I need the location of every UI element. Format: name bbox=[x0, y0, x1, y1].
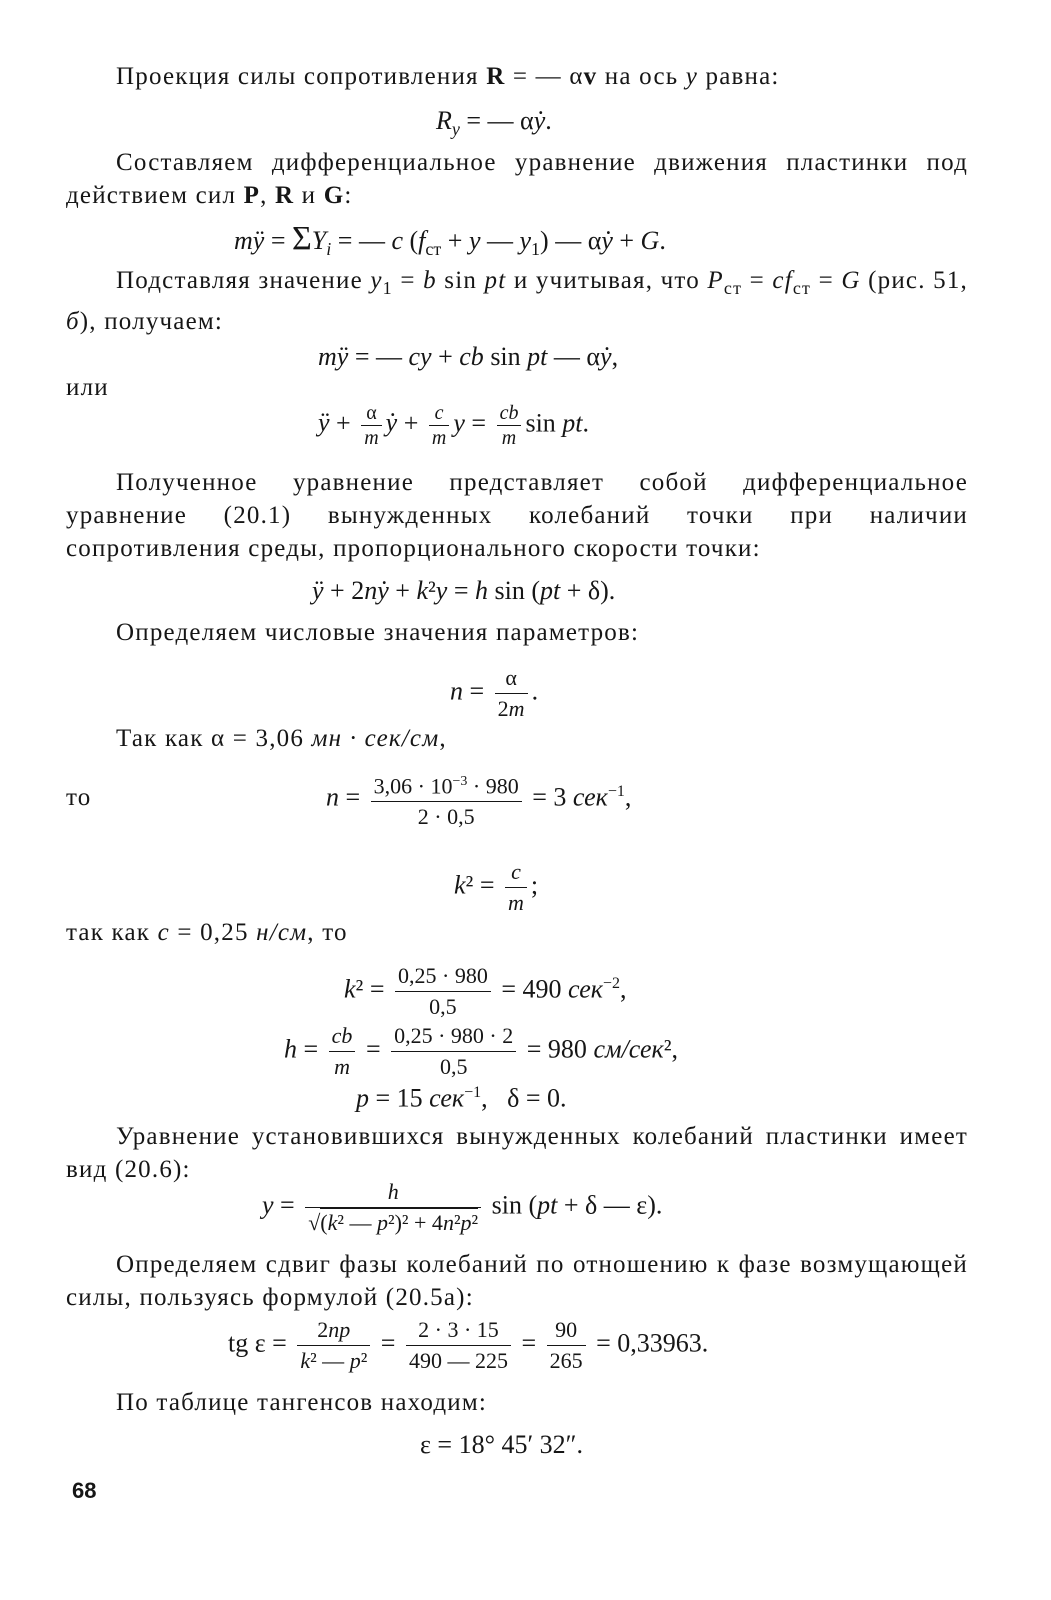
paragraph-parameters: Определяем числовые значения параметров: bbox=[116, 619, 640, 646]
page-number: 68 bbox=[72, 1478, 97, 1503]
paragraph-phase-shift: Определяем сдвиг фазы колебаний по отношению к фазе возмущающей силы, пользуясь формулой (20.5а): bbox=[66, 1251, 968, 1311]
paragraph-c-value: так как c = 0,25 н/см, то bbox=[66, 919, 348, 946]
equation-tan-epsilon: tg ε = $\frac{2np}{\text{k² — p²}}$ = $\frac{2 \cdot 3 \cdot 15}{490 — 225}$ = $\frac{90}{265}$ = 0,33963. bbox=[228, 1317, 709, 1373]
equation-k2-value: k² = $\frac{0,25 \cdot 980}{0,5}$ = 490 сек$^{-2}$, bbox=[344, 963, 627, 1019]
paragraph-tangent-table: По таблице тангенсов находим: bbox=[116, 1389, 488, 1416]
paragraph-alpha-value: Так как α = 3,06 мн · сек/см, bbox=[116, 725, 447, 752]
paragraph-resistance-projection: Проекция силы сопротивления R = — αv на ось y равна: bbox=[116, 63, 780, 90]
equation-p-delta: p = 15 сек$^{-1}$, δ = 0. bbox=[356, 1083, 567, 1113]
paragraph-differential-equation: Составляем дифференциальное уравнение движения пластинки под действием сил P, R и G: bbox=[66, 149, 968, 209]
equation-n-value: n = $\frac{3,06 \cdot 10^{-3} \cdot 980}{2 \cdot 0,5}$ = 3 сек$^{-1}$, bbox=[326, 768, 631, 831]
equation-general-form: y .. + 2ny . + k²y = h sin (pt + δ). bbox=[312, 574, 615, 608]
word-to: то bbox=[66, 784, 92, 811]
equation-ry: $R_y$ = — αy .. bbox=[436, 104, 552, 146]
equation-steady-state: y = $\frac{h}{\text{√(k² — p²)² + 4n²p²}}$ sin (pt + δ — ε). bbox=[262, 1179, 663, 1235]
paragraph-substitution: Подставляя значение $y_1 = b$ sin pt и учитывая, что $P_{ст} = cf_{ст} = G$ (рис. 51, б), получаем: bbox=[66, 267, 968, 335]
equation-motion: my .. = $\Sigma Y_i$ = — c ($f_{ст} + y$ — $y_1$) — αy . + G. bbox=[234, 222, 666, 266]
paragraph-forced-oscillations: Полученное уравнение представляет собой дифференциальное уравнение (20.1) вынужденных колебаний точки при наличии сопротивления среды, пропорционального скорости точки: bbox=[66, 469, 968, 562]
word-ili: или bbox=[66, 374, 109, 401]
equation-normalized: y .. + $\frac{\alpha}{m}$ y . + $\frac{c}{m}$ y = $\frac{cb}{m}$ sin pt. bbox=[318, 402, 589, 449]
equation-epsilon-value: ε = 18° 45′ 32″. bbox=[420, 1430, 583, 1459]
equation-k2: k² = $\frac{c}{m}$ ; bbox=[454, 859, 539, 915]
equation-substituted: my .. = — cy + cb sin pt — αy ., bbox=[318, 340, 618, 374]
equation-h-value: h = $\frac{cb}{m}$ = $\frac{0,25 \cdot 980 \cdot 2}{0,5}$ = 980 см/сек², bbox=[284, 1023, 678, 1079]
equation-n: n = $\frac{\alpha}{2m}$ . bbox=[450, 665, 539, 721]
paragraph-steady-state: Уравнение установившихся вынужденных колебаний пластинки имеет вид (20.6): bbox=[66, 1123, 968, 1183]
